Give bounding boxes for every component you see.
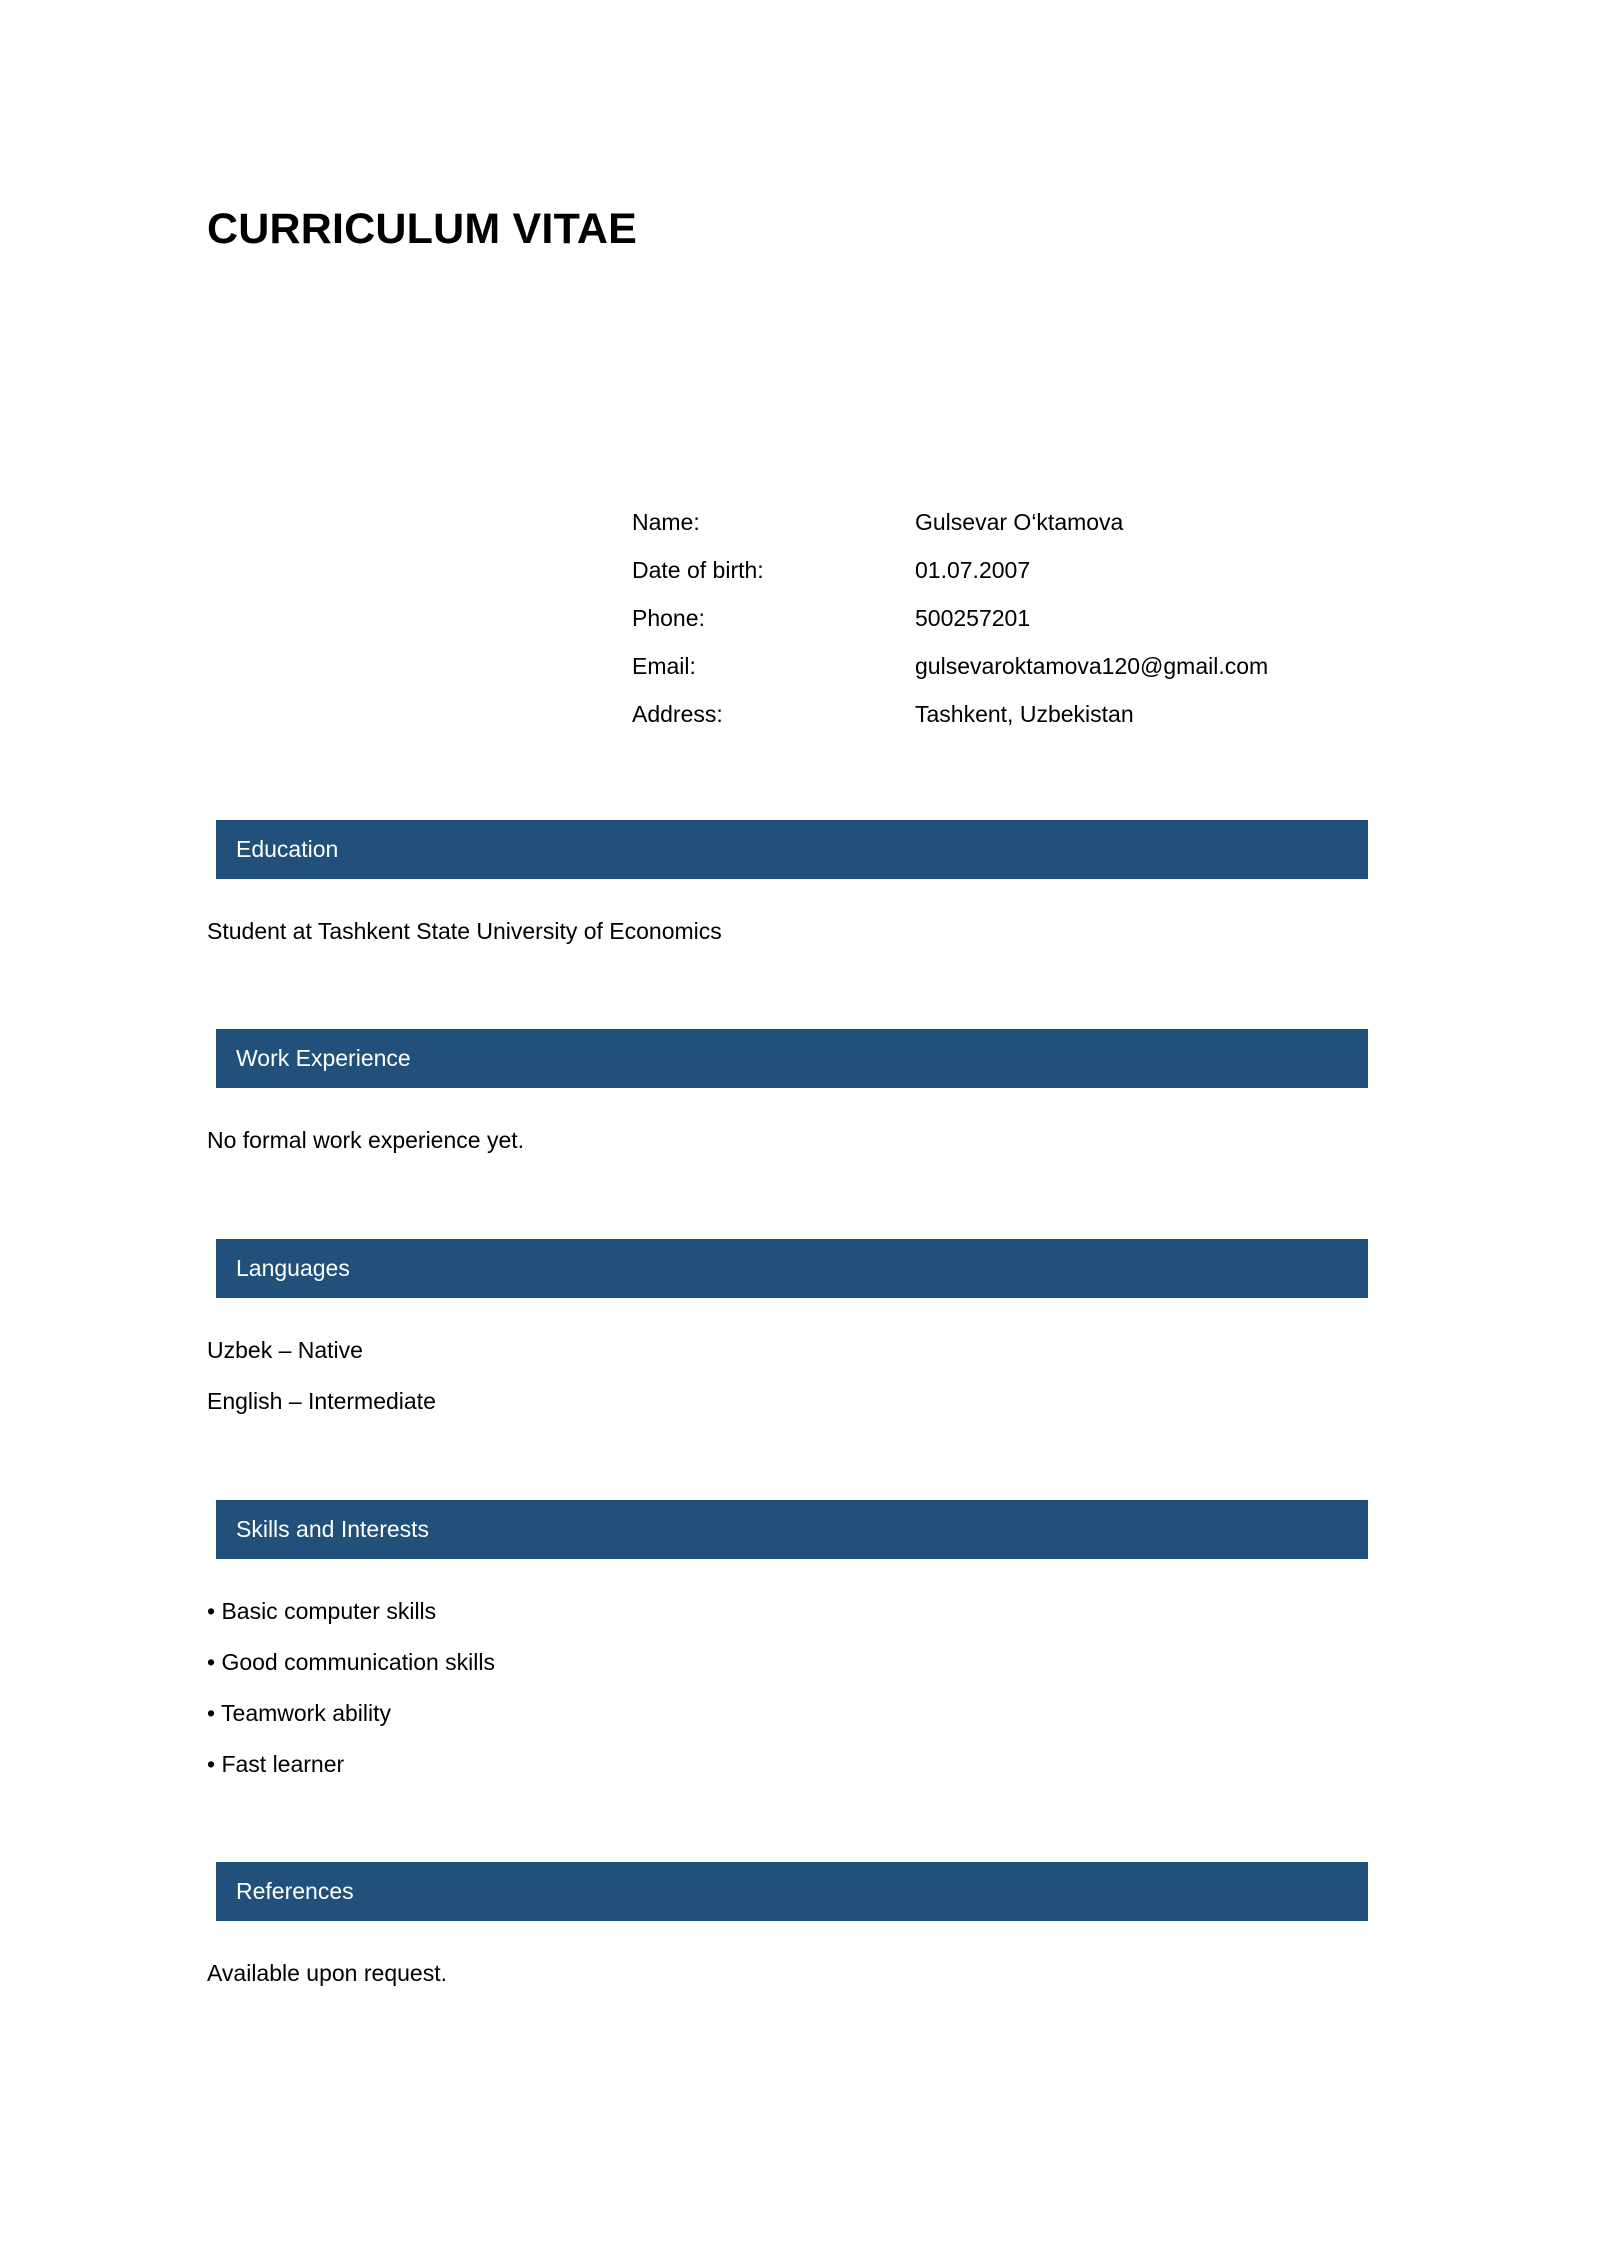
contact-row-email bbox=[632, 642, 1392, 690]
section-work-experience bbox=[207, 1029, 1377, 1166]
section-body-skills-and-interests bbox=[207, 1559, 1377, 1790]
references-line: Available upon request. bbox=[207, 1960, 447, 1986]
education-line: Student at Tashkent State University of Economics bbox=[207, 918, 722, 944]
section-body-languages bbox=[207, 1298, 1377, 1427]
contact-info-block bbox=[632, 498, 1392, 738]
work-experience-line: No formal work experience yet. bbox=[207, 1127, 525, 1153]
contact-row-date-of-birth bbox=[632, 546, 1392, 594]
contact-row-phone bbox=[632, 594, 1392, 642]
skill-item-teamwork-ability: • Teamwork ability bbox=[207, 1700, 392, 1726]
contact-value-phone: 500257201 bbox=[915, 605, 1031, 631]
section-heading-work-experience: Work Experience bbox=[236, 1045, 411, 1071]
contact-row-address bbox=[632, 690, 1392, 738]
section-body-work-experience bbox=[207, 1088, 1377, 1166]
section-skills-and-interests bbox=[207, 1500, 1377, 1790]
section-header-bar-languages bbox=[216, 1239, 1368, 1298]
section-heading-education: Education bbox=[236, 836, 339, 862]
contact-value-date-of-birth: 01.07.2007 bbox=[915, 557, 1031, 583]
skill-item-fast-learner: • Fast learner bbox=[207, 1751, 345, 1777]
contact-value-address: Tashkent, Uzbekistan bbox=[915, 701, 1134, 727]
section-heading-languages: Languages bbox=[236, 1255, 350, 1281]
page-title: CURRICULUM VITAE bbox=[207, 205, 637, 253]
section-body-references bbox=[207, 1921, 1377, 1999]
section-header-bar-education bbox=[216, 820, 1368, 879]
contact-label-phone: Phone: bbox=[632, 605, 705, 631]
contact-row-name bbox=[632, 498, 1392, 546]
section-heading-references: References bbox=[236, 1878, 354, 1904]
contact-value-name: Gulsevar O‘ktamova bbox=[915, 509, 1124, 535]
section-heading-skills-and-interests: Skills and Interests bbox=[236, 1516, 430, 1542]
contact-label-email: Email: bbox=[632, 653, 696, 679]
section-languages bbox=[207, 1239, 1377, 1427]
language-line-english: English – Intermediate bbox=[207, 1388, 436, 1414]
skill-item-basic-computer-skills: • Basic computer skills bbox=[207, 1598, 437, 1624]
contact-label-name: Name: bbox=[632, 509, 700, 535]
section-header-bar-work-experience bbox=[216, 1029, 1368, 1088]
section-references bbox=[207, 1862, 1377, 1999]
language-line-uzbek: Uzbek – Native bbox=[207, 1337, 363, 1363]
section-education bbox=[207, 820, 1377, 957]
contact-label-date-of-birth: Date of birth: bbox=[632, 557, 764, 583]
section-header-bar-references bbox=[216, 1862, 1368, 1921]
contact-value-email: gulsevaroktamova120@gmail.com bbox=[915, 653, 1269, 679]
contact-label-address: Address: bbox=[632, 701, 723, 727]
skill-item-good-communication-skills: • Good communication skills bbox=[207, 1649, 495, 1675]
section-body-education bbox=[207, 879, 1377, 957]
section-header-bar-skills-and-interests bbox=[216, 1500, 1368, 1559]
